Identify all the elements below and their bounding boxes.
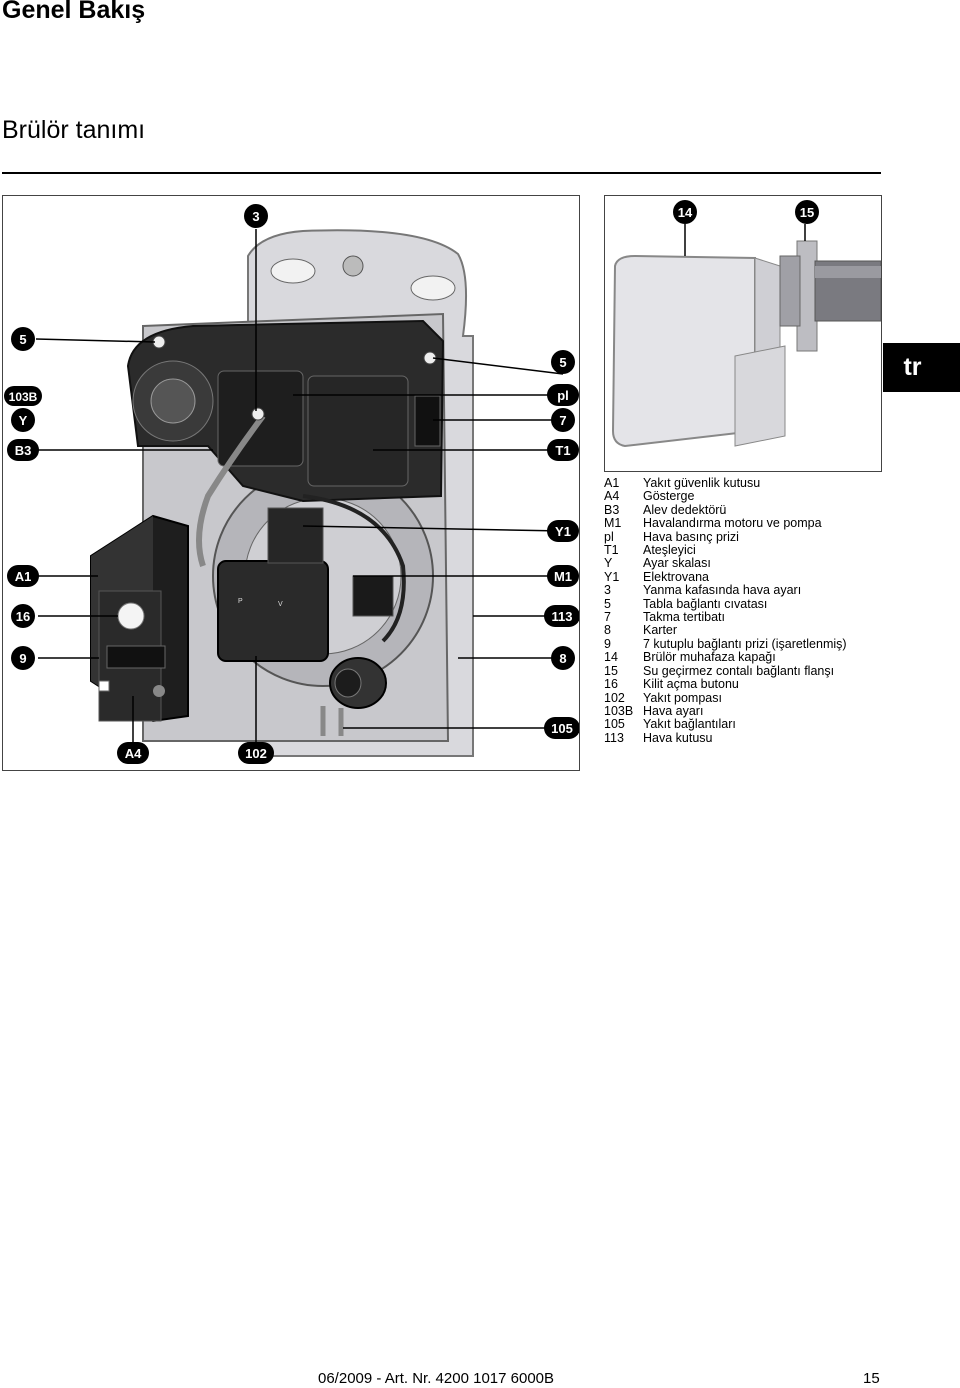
legend-list: [604, 477, 847, 745]
legend-code: 102: [604, 690, 625, 705]
legend-item: [604, 732, 847, 745]
legend-code: 113: [604, 730, 624, 745]
legend-code: 103B: [604, 703, 634, 718]
legend-code: pl: [604, 529, 614, 544]
legend-code: A1: [604, 476, 620, 490]
legend-item: [604, 477, 847, 490]
figure-label-7: [551, 408, 575, 432]
svg-text:5: 5: [559, 355, 567, 370]
page-title: Genel Bakış: [2, 0, 146, 24]
legend-code: 105: [604, 717, 625, 732]
legend-code: 9: [604, 636, 611, 651]
language-tab: tr: [883, 343, 960, 392]
legend-description: Gösterge: [643, 489, 695, 504]
legend-description: Brülör muhafaza kapağı: [643, 650, 776, 665]
legend-code: 5: [604, 596, 611, 611]
legend-description: Hava ayarı: [643, 703, 704, 718]
legend-code: 8: [604, 623, 611, 638]
legend-code: T1: [604, 543, 619, 558]
legend-item: [604, 718, 847, 731]
svg-text:Y1: Y1: [555, 524, 571, 539]
legend-code: M1: [604, 516, 622, 531]
figure-label-105: [544, 717, 579, 739]
figure-label-5-right: [551, 350, 575, 374]
section-title: Brülör tanımı: [2, 116, 146, 144]
legend-description: Karter: [643, 623, 678, 638]
legend-description: Yakıt pompası: [643, 690, 722, 705]
legend-description: Takma tertibatı: [643, 610, 725, 625]
legend-description: Yakıt bağlantıları: [643, 717, 736, 732]
figure-label-y1: [547, 520, 579, 542]
legend-description: 7 kutuplu bağlantı prizi (işaretlenmiş): [643, 636, 847, 651]
figure-label-15: [795, 200, 819, 224]
legend-item: [604, 490, 847, 503]
legend-description: Su geçirmez contalı bağlantı flanşı: [643, 663, 835, 678]
panel-mark-v: V: [278, 601, 283, 608]
legend-code: B3: [604, 502, 620, 517]
svg-text:7: 7: [559, 413, 567, 428]
figure-label-16: [11, 604, 35, 628]
svg-text:5: 5: [19, 332, 27, 347]
legend-item: [604, 705, 847, 718]
legend-item: [604, 611, 847, 624]
legend-description: Alev dedektörü: [643, 502, 727, 517]
svg-text:M1: M1: [553, 569, 573, 584]
svg-text:Y: Y: [18, 413, 28, 428]
figure-label-113: [544, 605, 579, 627]
legend-item: [604, 571, 847, 584]
legend-description: Yakıt güvenlik kutusu: [643, 476, 761, 490]
svg-text:A4: A4: [124, 746, 142, 761]
legend-description: Tabla bağlantı cıvatası: [643, 596, 768, 611]
burner-front-illustration: [3, 196, 579, 770]
legend-item: [604, 517, 847, 530]
legend-code: A4: [604, 489, 620, 504]
legend-item: [604, 624, 847, 637]
legend-code: 14: [604, 650, 618, 665]
svg-text:14: 14: [677, 205, 693, 220]
legend-item: [604, 678, 847, 691]
legend-description: Kilit açma butonu: [643, 677, 739, 692]
legend-description: Hava kutusu: [643, 730, 713, 745]
legend-item: [604, 638, 847, 651]
burner-side-figure: [604, 195, 882, 472]
footer-document-number: 06/2009 - Art. Nr. 4200 1017 6000B: [318, 1370, 555, 1387]
burner-side-illustration: [605, 196, 881, 471]
svg-text:8: 8: [559, 651, 567, 666]
figure-label-14: [673, 200, 697, 224]
svg-text:16: 16: [15, 609, 31, 624]
legend-item: [604, 557, 847, 570]
svg-text:T1: T1: [555, 443, 571, 458]
svg-text:B3: B3: [14, 443, 32, 458]
panel-mark-p: P: [238, 598, 243, 605]
legend-item: [604, 544, 847, 557]
svg-text:pl: pl: [557, 388, 569, 403]
figure-label-5-left: [11, 327, 35, 351]
figure-label-103b: [4, 386, 42, 406]
legend-item: [604, 584, 847, 597]
svg-text:102: 102: [245, 746, 267, 761]
svg-text:103B: 103B: [8, 390, 38, 404]
legend-description: Ayar skalası: [643, 556, 711, 571]
svg-text:113: 113: [551, 609, 573, 624]
legend-code: Y1: [604, 569, 620, 584]
footer-page-number: 15: [863, 1370, 880, 1387]
legend-code: 3: [604, 583, 611, 598]
burner-front-figure: [2, 195, 580, 771]
legend-description: Ateşleyici: [643, 543, 696, 558]
legend-item: [604, 692, 847, 705]
legend-item: [604, 651, 847, 664]
legend-item: [604, 665, 847, 678]
figure-label-y: [11, 408, 35, 432]
svg-text:3: 3: [252, 209, 260, 224]
legend-item: [604, 598, 847, 611]
svg-text:9: 9: [19, 651, 27, 666]
legend-description: Yanma kafasında hava ayarı: [643, 583, 802, 598]
svg-text:105: 105: [551, 721, 573, 736]
legend-code: Y: [604, 556, 613, 571]
svg-text:15: 15: [799, 205, 815, 220]
figure-label-b3: [7, 439, 39, 461]
legend-item: [604, 531, 847, 544]
figure-label-8: [551, 646, 575, 670]
figure-label-9: [11, 646, 35, 670]
legend-code: 16: [604, 677, 618, 692]
legend-description: Elektrovana: [643, 569, 710, 584]
legend-description: Hava basınç prizi: [643, 529, 739, 544]
legend-description: Havalandırma motoru ve pompa: [643, 516, 822, 531]
svg-text:A1: A1: [14, 569, 32, 584]
figure-label-t1: [547, 439, 579, 461]
figure-label-pl: [547, 384, 579, 406]
legend-code: 15: [604, 663, 618, 678]
legend-code: 7: [604, 610, 611, 625]
figure-label-m1: [547, 565, 579, 587]
figure-label-a1: [7, 565, 39, 587]
figure-label-102: [238, 742, 274, 764]
header-divider: [2, 172, 881, 174]
figure-label-a4: [117, 742, 149, 764]
figure-label-3: [244, 204, 268, 228]
legend-item: [604, 504, 847, 517]
